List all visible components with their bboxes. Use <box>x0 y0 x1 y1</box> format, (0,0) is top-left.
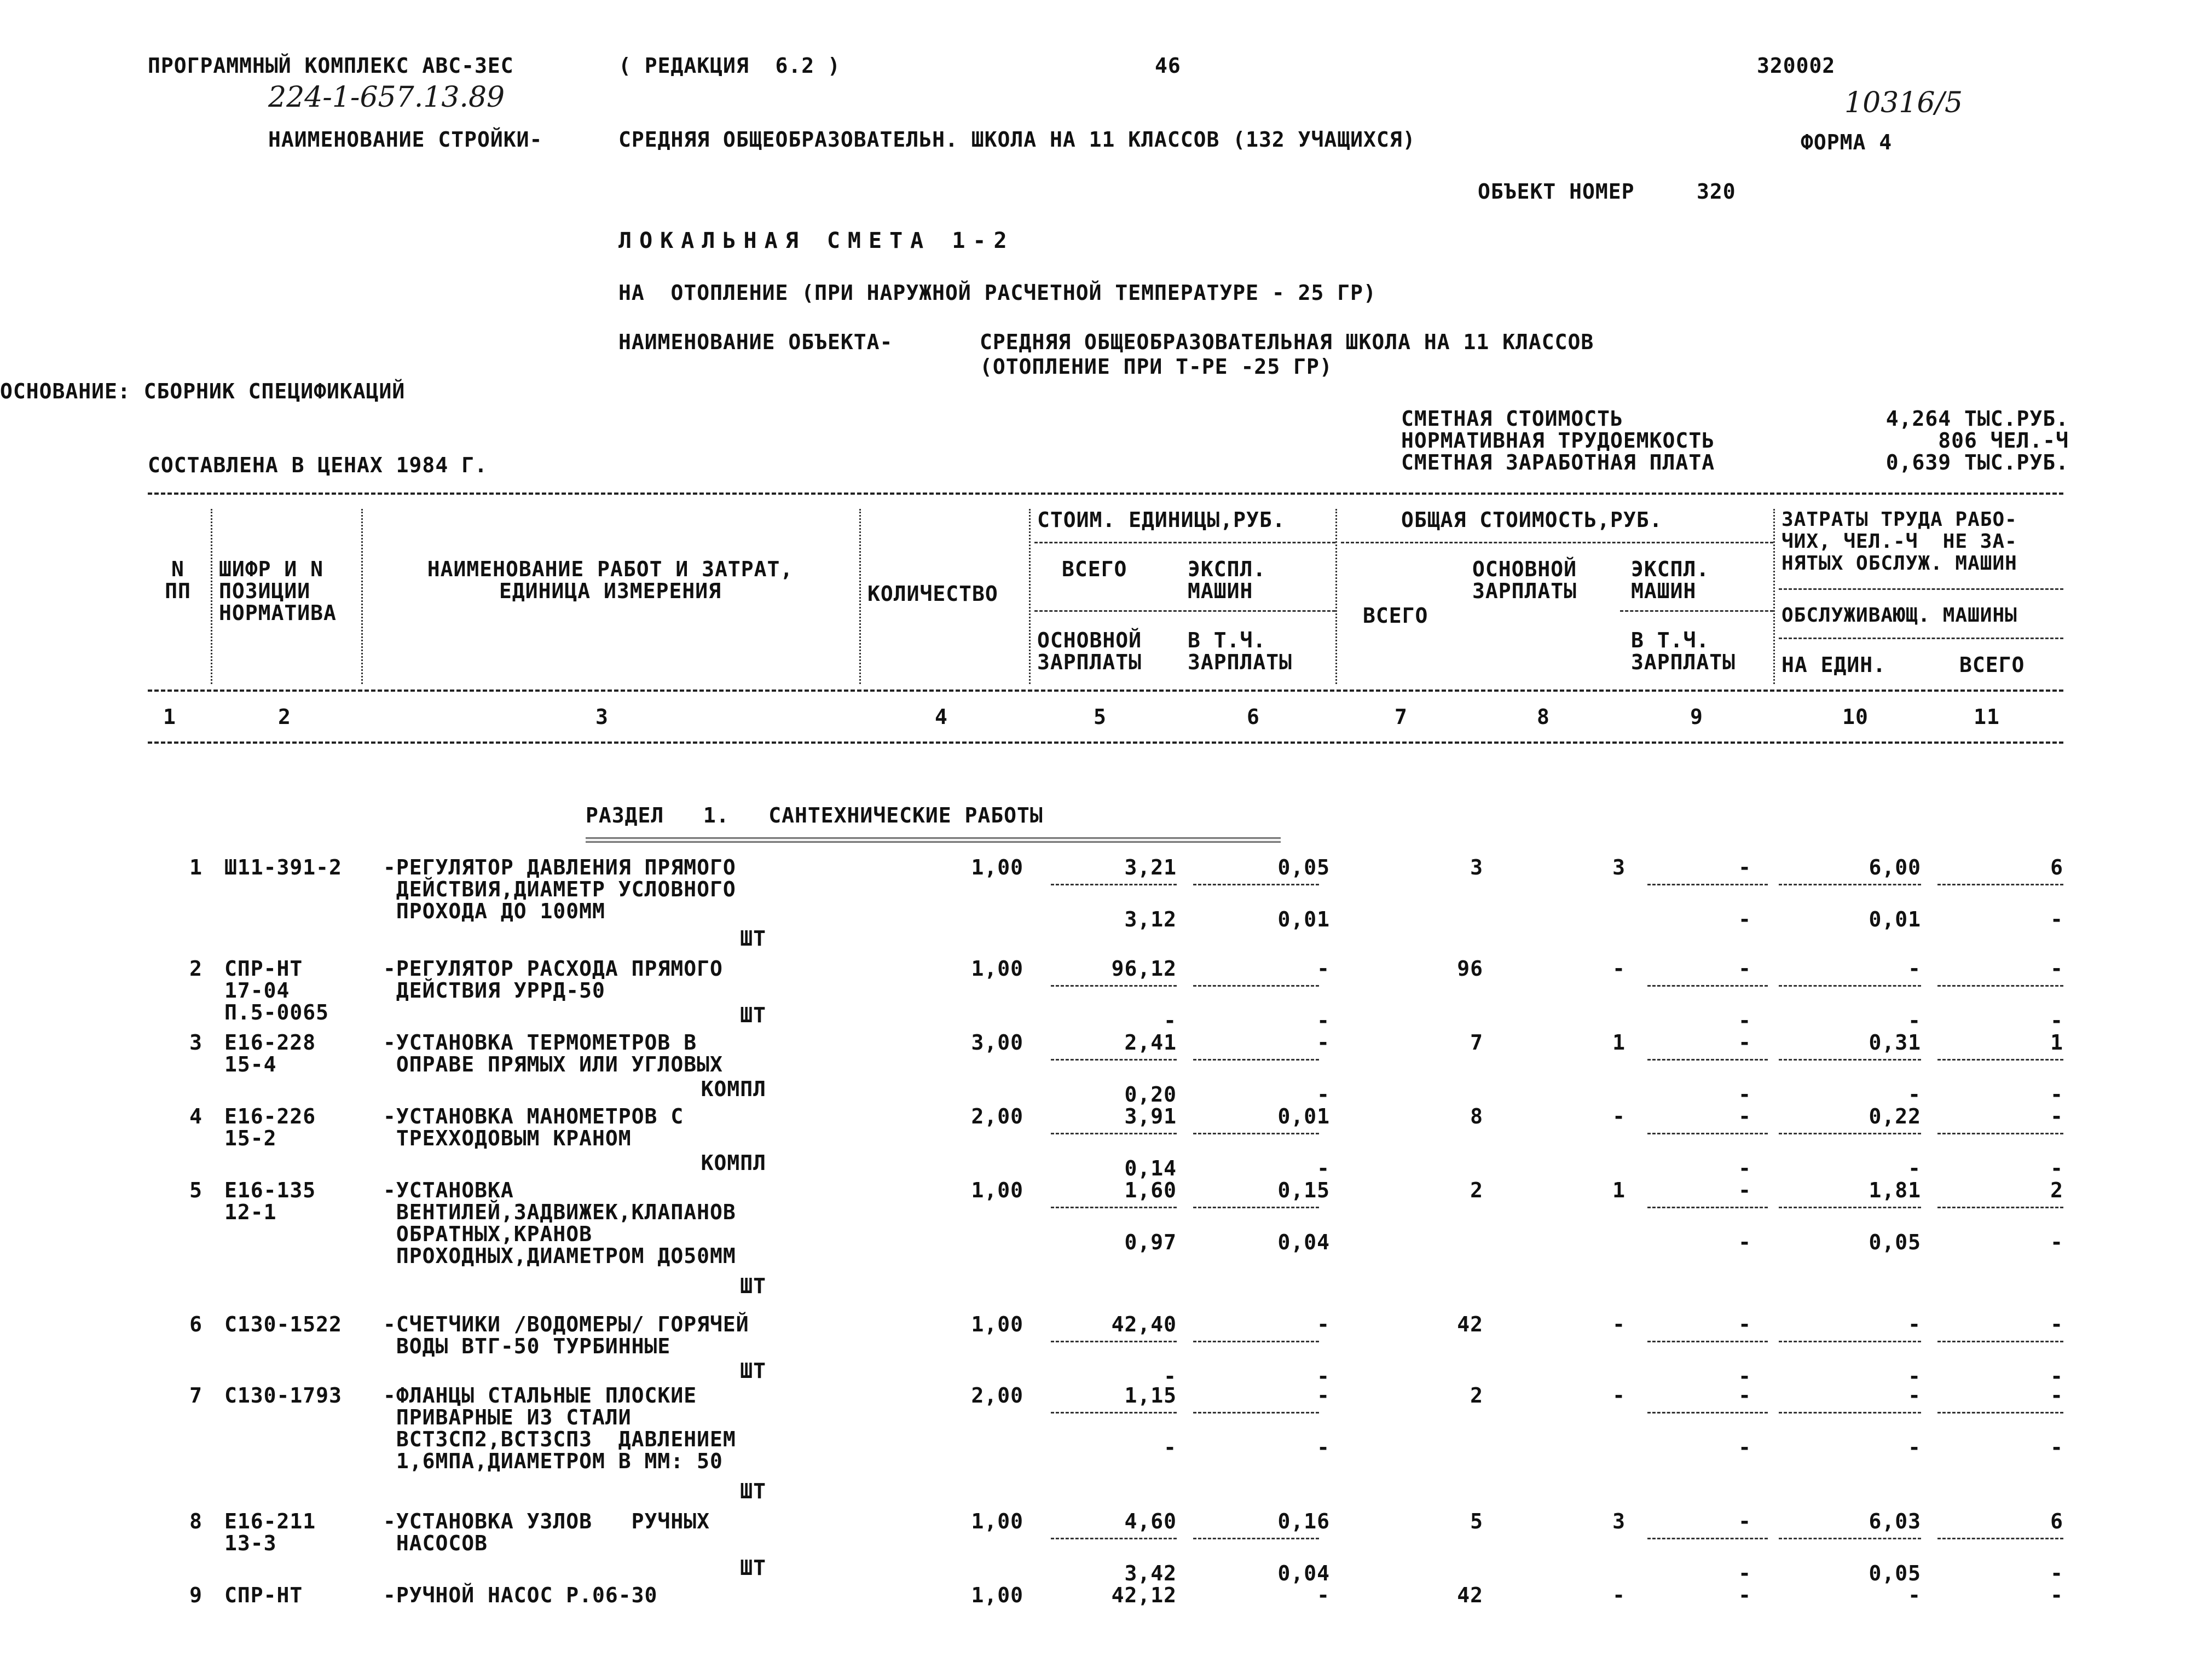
row-machine-wages: - <box>1738 1156 1751 1180</box>
row-labor-total-machines: - <box>2050 1561 2063 1585</box>
col-separator <box>361 509 363 684</box>
row-unit: ШТ <box>740 1359 766 1383</box>
col-separator <box>1773 509 1775 684</box>
row-labor-total-machines: - <box>2050 1156 2063 1180</box>
row-labor-total-machines: - <box>2050 1082 2063 1107</box>
row-quantity: 1,00 <box>971 1509 1023 1533</box>
row-unit-total: 2,41 <box>1124 1030 1177 1055</box>
cell-rule <box>1779 1059 1921 1061</box>
cell-rule <box>1937 1538 2063 1539</box>
row-quantity: 1,00 <box>971 957 1023 981</box>
cell-rule <box>1779 985 1921 987</box>
construction-label: НАИМЕНОВАНИЕ СТРОЙКИ- <box>268 128 543 152</box>
cell-rule <box>1779 1341 1921 1342</box>
row-number: 5 <box>189 1178 203 1202</box>
cell-rule <box>1647 1059 1768 1061</box>
table-rule-bottom <box>148 741 2063 744</box>
col-header-9b: В Т.Ч. ЗАРПЛАТЫ <box>1631 628 1736 674</box>
summary-value-2: 806 ЧЕЛ.-Ч <box>1938 428 2069 453</box>
row-unit-machine-wages: 0,04 <box>1277 1230 1330 1254</box>
row-quantity: 2,00 <box>971 1383 1023 1407</box>
row-name: -УСТАНОВКА УЗЛОВ РУЧНЫХ НАСОСОВ <box>383 1509 710 1555</box>
cell-rule <box>1779 1538 1921 1539</box>
row-unit-wages: - <box>1164 1009 1177 1033</box>
row-unit-total: 3,21 <box>1124 855 1177 879</box>
row-labor-total-machines: - <box>2050 1230 2063 1254</box>
row-labor-unit-machines: - <box>1908 1435 1921 1459</box>
row-name: -РЕГУЛЯТОР ДАВЛЕНИЯ ПРЯМОГО ДЕЙСТВИЯ,ДИАМЕТР УСЛОВНОГО ПРОХОДА ДО 100ММ <box>383 855 736 923</box>
edition: ( РЕДАКЦИЯ 6.2 ) <box>618 54 841 78</box>
row-machine-wages: - <box>1738 1009 1751 1033</box>
cell-rule <box>1937 1133 2063 1134</box>
row-code: Е16-135 12-1 <box>224 1178 316 1224</box>
header-subrule <box>1034 610 1335 612</box>
handwritten-reference-right: 10316/5 <box>1844 86 1963 119</box>
row-machines: - <box>1738 957 1751 981</box>
row-code: С130-1522 <box>224 1312 342 1336</box>
col-header-9a: ЭКСПЛ. МАШИН <box>1631 557 1710 603</box>
col-number: 5 <box>1094 705 1107 729</box>
row-labor-total-machines: - <box>2050 1009 2063 1033</box>
cell-rule <box>1193 1538 1319 1539</box>
col-separator <box>211 509 212 684</box>
row-unit-wages: 3,42 <box>1124 1561 1177 1585</box>
row-code: Е16-228 15-4 <box>224 1030 316 1076</box>
col-number: 11 <box>1974 705 2000 729</box>
col-header-7: ВСЕГО <box>1363 604 1428 628</box>
row-labor-total: 1 <box>2050 1030 2063 1055</box>
row-unit: ШТ <box>740 1274 766 1298</box>
row-unit-total: 42,40 <box>1111 1312 1177 1336</box>
row-number: 1 <box>189 855 203 879</box>
cell-rule <box>1647 1207 1768 1208</box>
row-unit-total: 1,60 <box>1124 1178 1177 1202</box>
row-code: СПР-НТ <box>224 1583 303 1607</box>
row-total: 96 <box>1457 957 1483 981</box>
row-machine-wages: - <box>1738 907 1751 931</box>
summary-label-1: СМЕТНАЯ СТОИМОСТЬ <box>1401 407 1623 431</box>
cell-rule <box>1051 1207 1177 1208</box>
col-number: 3 <box>595 705 609 729</box>
cell-rule <box>1779 1412 1921 1413</box>
cell-rule <box>1647 884 1768 885</box>
row-unit-machine-wages: - <box>1317 1009 1330 1033</box>
row-labor-unit: 0,31 <box>1869 1030 1921 1055</box>
row-number: 2 <box>189 957 203 981</box>
cell-rule <box>1051 884 1177 885</box>
cell-rule <box>1779 1133 1921 1134</box>
row-unit-total: 42,12 <box>1111 1583 1177 1607</box>
row-unit-machines: 0,05 <box>1277 855 1330 879</box>
program-name: ПРОГРАММНЫЙ КОМПЛЕКС АВС-ЗЕС <box>148 54 514 78</box>
row-labor-unit: 6,00 <box>1869 855 1921 879</box>
row-wages: 3 <box>1612 1509 1626 1533</box>
row-unit-machine-wages: 0,04 <box>1277 1561 1330 1585</box>
row-unit-machines: 0,16 <box>1277 1509 1330 1533</box>
row-total: 42 <box>1457 1312 1483 1336</box>
cell-rule <box>1193 884 1319 885</box>
row-unit-total: 1,15 <box>1124 1383 1177 1407</box>
cell-rule <box>1647 1412 1768 1413</box>
row-labor-total: - <box>2050 1583 2063 1607</box>
row-unit: ШТ <box>740 1003 766 1027</box>
row-machine-wages: - <box>1738 1364 1751 1388</box>
price-basis: СОСТАВЛЕНА В ЦЕНАХ 1984 Г. <box>148 453 488 477</box>
row-unit: КОМПЛ <box>701 1077 766 1101</box>
row-wages: - <box>1612 1583 1626 1607</box>
col-separator <box>859 509 861 684</box>
cell-rule <box>1193 1133 1319 1134</box>
row-number: 6 <box>189 1312 203 1336</box>
document-code: 320002 <box>1757 54 1836 78</box>
header-subrule <box>1620 610 1773 612</box>
row-name: -РУЧНОЙ НАСОС Р.06-30 <box>383 1583 658 1607</box>
row-wages: - <box>1612 1312 1626 1336</box>
summary-value-1: 4,264 ТЫС.РУБ. <box>1885 407 2069 431</box>
col-number: 10 <box>1842 705 1869 729</box>
row-unit-total: 4,60 <box>1124 1509 1177 1533</box>
cell-rule <box>1937 1341 2063 1342</box>
row-machines: - <box>1738 1509 1751 1533</box>
row-unit-wages: 0,20 <box>1124 1082 1177 1107</box>
cell-rule <box>1937 1207 2063 1208</box>
col-header-6b: В Т.Ч. ЗАРПЛАТЫ <box>1188 628 1293 674</box>
total-cost-header: ОБЩАЯ СТОИМОСТЬ,РУБ. <box>1401 508 1663 532</box>
summary-value-3: 0,639 ТЫС.РУБ. <box>1885 450 2069 474</box>
header-subrule <box>1341 542 1773 543</box>
col-header-5b: ОСНОВНОЙ ЗАРПЛАТЫ <box>1037 628 1142 674</box>
cell-rule <box>1647 1341 1768 1342</box>
col-header-10: НА ЕДИН. <box>1781 653 1887 677</box>
cell-rule <box>1051 1412 1177 1413</box>
row-number: 3 <box>189 1030 203 1055</box>
row-unit-wages: 0,97 <box>1124 1230 1177 1254</box>
row-unit-wages: 0,14 <box>1124 1156 1177 1180</box>
construction-name: СРЕДНЯЯ ОБЩЕОБРАЗОВАТЕЛЬН. ШКОЛА НА 11 КЛАССОВ (132 УЧАЩИХСЯ) <box>618 128 1416 152</box>
section-title: РАЗДЕЛ 1. САНТЕХНИЧЕСКИЕ РАБОТЫ <box>586 803 1043 827</box>
table-rule-mid <box>148 690 2063 692</box>
row-unit-wages: - <box>1164 1364 1177 1388</box>
row-unit-wages: - <box>1164 1435 1177 1459</box>
row-machines: - <box>1738 1030 1751 1055</box>
document-subtitle: НА ОТОПЛЕНИЕ (ПРИ НАРУЖНОЙ РАСЧЕТНОЙ ТЕМПЕРАТУРЕ - 25 ГР) <box>618 281 1376 305</box>
object-name-label: НАИМЕНОВАНИЕ ОБЪЕКТА- <box>618 330 893 354</box>
row-wages: 3 <box>1612 855 1626 879</box>
row-quantity: 3,00 <box>971 1030 1023 1055</box>
row-machines: - <box>1738 1312 1751 1336</box>
row-number: 8 <box>189 1509 203 1533</box>
row-total: 3 <box>1470 855 1483 879</box>
col-number: 9 <box>1690 705 1703 729</box>
row-labor-total: - <box>2050 1312 2063 1336</box>
row-unit-machines: - <box>1317 1583 1330 1607</box>
cell-rule <box>1051 1538 1177 1539</box>
row-quantity: 2,00 <box>971 1104 1023 1128</box>
header-subrule <box>1779 638 2063 639</box>
row-unit-wages: 3,12 <box>1124 907 1177 931</box>
row-unit-machine-wages: - <box>1317 1364 1330 1388</box>
row-quantity: 1,00 <box>971 1178 1023 1202</box>
col-number: 7 <box>1395 705 1408 729</box>
row-unit: ШТ <box>740 1479 766 1503</box>
object-number: 320 <box>1697 179 1736 204</box>
row-number: 9 <box>189 1583 203 1607</box>
row-code: СПР-НТ 17-04 П.5-0065 <box>224 957 329 1024</box>
row-labor-unit-machines: - <box>1908 1364 1921 1388</box>
col-header-4: КОЛИЧЕСТВО <box>867 582 998 606</box>
cell-rule <box>1647 1133 1768 1134</box>
cell-rule <box>1779 1207 1921 1208</box>
row-name: -УСТАНОВКА МАНОМЕТРОВ С ТРЕХХОДОВЫМ КРАНОМ <box>383 1104 684 1150</box>
cell-rule <box>1193 1207 1319 1208</box>
col-number: 4 <box>935 705 948 729</box>
unit-cost-header: СТОИМ. ЕДИНИЦЫ,РУБ. <box>1037 508 1286 532</box>
col-header-2: ШИФР И N ПОЗИЦИИ НОРМАТИВА <box>219 557 337 625</box>
row-number: 7 <box>189 1383 203 1407</box>
row-labor-total: - <box>2050 1383 2063 1407</box>
row-number: 4 <box>189 1104 203 1128</box>
row-name: -УСТАНОВКА ВЕНТИЛЕЙ,ЗАДВИЖЕК,КЛАПАНОВ ОБРАТНЫХ,КРАНОВ ПРОХОДНЫХ,ДИАМЕТРОМ ДО50ММ <box>383 1178 736 1268</box>
row-labor-total-machines: - <box>2050 907 2063 931</box>
row-labor-unit: - <box>1908 957 1921 981</box>
object-number-label: ОБЪЕКТ НОМЕР <box>1478 179 1635 204</box>
col-separator <box>1029 509 1031 684</box>
row-machines: - <box>1738 1104 1751 1128</box>
cell-rule <box>1193 1341 1319 1342</box>
row-wages: 1 <box>1612 1178 1626 1202</box>
row-unit-machines: - <box>1317 957 1330 981</box>
object-name-line1: СРЕДНЯЯ ОБЩЕОБРАЗОВАТЕЛЬНАЯ ШКОЛА НА 11 КЛАССОВ <box>980 330 1594 354</box>
cell-rule <box>1193 1059 1319 1061</box>
row-labor-unit-machines: 0,01 <box>1869 907 1921 931</box>
row-labor-unit: - <box>1908 1383 1921 1407</box>
cell-rule <box>1647 985 1768 987</box>
cell-rule <box>1051 1341 1177 1342</box>
cell-rule <box>1647 1538 1768 1539</box>
row-labor-total: - <box>2050 957 2063 981</box>
row-labor-total: 6 <box>2050 1509 2063 1533</box>
row-unit-machines: - <box>1317 1312 1330 1336</box>
row-unit-machines: 0,15 <box>1277 1178 1330 1202</box>
handwritten-reference-left: 224-1-657.13.89 <box>268 81 505 114</box>
row-wages: - <box>1612 1383 1626 1407</box>
row-total: 7 <box>1470 1030 1483 1055</box>
row-machine-wages: - <box>1738 1561 1751 1585</box>
labor-header-2: ОБСЛУЖИВАЮЩ. МАШИНЫ <box>1781 604 2017 627</box>
row-unit-total: 3,91 <box>1124 1104 1177 1128</box>
row-labor-unit-machines: 0,05 <box>1869 1561 1921 1585</box>
row-name: -СЧЕТЧИКИ /ВОДОМЕРЫ/ ГОРЯЧЕЙ ВОДЫ ВТГ-50 ТУРБИННЫЕ <box>383 1312 749 1358</box>
row-total: 42 <box>1457 1583 1483 1607</box>
cell-rule <box>1937 1412 2063 1413</box>
row-total: 8 <box>1470 1104 1483 1128</box>
row-unit-machine-wages: - <box>1317 1435 1330 1459</box>
row-wages: - <box>1612 1104 1626 1128</box>
cell-rule <box>1051 1133 1177 1134</box>
row-labor-total-machines: - <box>2050 1435 2063 1459</box>
row-unit-machine-wages: - <box>1317 1082 1330 1107</box>
basis: ОСНОВАНИЕ: СБОРНИК СПЕЦИФИКАЦИЙ <box>0 379 406 403</box>
row-name: -РЕГУЛЯТОР РАСХОДА ПРЯМОГО ДЕЙСТВИЯ УРРД-50 <box>383 957 723 1003</box>
col-header-8: ОСНОВНОЙ ЗАРПЛАТЫ <box>1472 557 1577 603</box>
row-labor-unit: - <box>1908 1312 1921 1336</box>
row-unit-machines: 0,01 <box>1277 1104 1330 1128</box>
row-quantity: 1,00 <box>971 855 1023 879</box>
col-header-5a: ВСЕГО <box>1062 557 1127 581</box>
row-code: Е16-211 13-3 <box>224 1509 316 1555</box>
cell-rule <box>1193 1412 1319 1413</box>
col-header-6a: ЭКСПЛ. МАШИН <box>1188 557 1266 603</box>
cell-rule <box>1937 985 2063 987</box>
row-labor-unit: 0,22 <box>1869 1104 1921 1128</box>
cell-rule <box>1779 884 1921 885</box>
row-labor-total: 2 <box>2050 1178 2063 1202</box>
row-labor-unit: 1,81 <box>1869 1178 1921 1202</box>
row-labor-total-machines: - <box>2050 1364 2063 1388</box>
col-number: 2 <box>278 705 291 729</box>
row-total: 5 <box>1470 1509 1483 1533</box>
row-name: -УСТАНОВКА ТЕРМОМЕТРОВ В ОПРАВЕ ПРЯМЫХ ИЛИ УГЛОВЫХ <box>383 1030 723 1076</box>
col-number: 8 <box>1537 705 1550 729</box>
row-unit: ШТ <box>740 1556 766 1580</box>
row-machine-wages: - <box>1738 1082 1751 1107</box>
row-unit-machine-wages: 0,01 <box>1277 907 1330 931</box>
labor-header: ЗАТРАТЫ ТРУДА РАБО- ЧИХ, ЧЕЛ.-Ч НЕ ЗА- НЯТЫХ ОБСЛУЖ. МАШИН <box>1781 508 2017 575</box>
row-unit-machines: - <box>1317 1383 1330 1407</box>
row-quantity: 1,00 <box>971 1583 1023 1607</box>
row-name: -ФЛАНЦЫ СТАЛЬНЫЕ ПЛОСКИЕ ПРИВАРНЫЕ ИЗ СТАЛИ ВСТ3СП2,ВСТ3СП3 ДАВЛЕНИЕМ 1,6МПА,ДИАМЕТРОМ В ММ: 50 <box>383 1383 736 1473</box>
form-label: ФОРМА 4 <box>1801 130 1893 154</box>
row-wages: - <box>1612 957 1626 981</box>
row-labor-unit-machines: 0,05 <box>1869 1230 1921 1254</box>
cell-rule <box>1937 1059 2063 1061</box>
row-labor-unit-machines: - <box>1908 1156 1921 1180</box>
row-machines: - <box>1738 855 1751 879</box>
row-wages: 1 <box>1612 1030 1626 1055</box>
col-number: 6 <box>1247 705 1260 729</box>
row-labor-unit-machines: - <box>1908 1009 1921 1033</box>
summary-label-3: СМЕТНАЯ ЗАРАБОТНАЯ ПЛАТА <box>1401 450 1715 474</box>
col-separator <box>1335 509 1337 684</box>
cell-rule <box>1051 985 1177 987</box>
col-number: 1 <box>163 705 176 729</box>
cell-rule <box>1051 1059 1177 1061</box>
row-total: 2 <box>1470 1178 1483 1202</box>
object-name-line2: (ОТОПЛЕНИЕ ПРИ Т-РЕ -25 ГР) <box>980 355 1333 379</box>
row-total: 2 <box>1470 1383 1483 1407</box>
row-labor-unit-machines: - <box>1908 1082 1921 1107</box>
col-header-3: НАИМЕНОВАНИЕ РАБОТ И ЗАТРАТ, ЕДИНИЦА ИЗМЕРЕНИЯ <box>427 557 794 603</box>
row-unit: ШТ <box>740 926 766 951</box>
row-machines: - <box>1738 1583 1751 1607</box>
row-code: Е16-226 15-2 <box>224 1104 316 1150</box>
document-title: ЛОКАЛЬНАЯ СМЕТА 1-2 <box>618 228 1015 253</box>
row-labor-unit: 6,03 <box>1869 1509 1921 1533</box>
header-subrule <box>1779 588 2063 590</box>
page-number: 46 <box>1155 54 1181 78</box>
row-machines: - <box>1738 1383 1751 1407</box>
section-underline <box>586 837 1281 843</box>
row-labor-total: - <box>2050 1104 2063 1128</box>
row-machines: - <box>1738 1178 1751 1202</box>
col-header-1: N ПП <box>165 557 191 603</box>
row-machine-wages: - <box>1738 1230 1751 1254</box>
summary-label-2: НОРМАТИВНАЯ ТРУДОЕМКОСТЬ <box>1401 428 1715 453</box>
table-rule-top <box>148 493 2063 495</box>
row-unit: КОМПЛ <box>701 1151 766 1175</box>
cell-rule <box>1193 985 1319 987</box>
header-subrule <box>1034 542 1335 543</box>
row-unit-total: 96,12 <box>1111 957 1177 981</box>
row-code: Ш11-391-2 <box>224 855 342 879</box>
row-unit-machine-wages: - <box>1317 1156 1330 1180</box>
row-labor-unit: - <box>1908 1583 1921 1607</box>
row-unit-machines: - <box>1317 1030 1330 1055</box>
row-quantity: 1,00 <box>971 1312 1023 1336</box>
cell-rule <box>1937 884 2063 885</box>
row-code: С130-1793 <box>224 1383 342 1407</box>
row-labor-total: 6 <box>2050 855 2063 879</box>
row-machine-wages: - <box>1738 1435 1751 1459</box>
col-header-11: ВСЕГО <box>1959 653 2025 677</box>
